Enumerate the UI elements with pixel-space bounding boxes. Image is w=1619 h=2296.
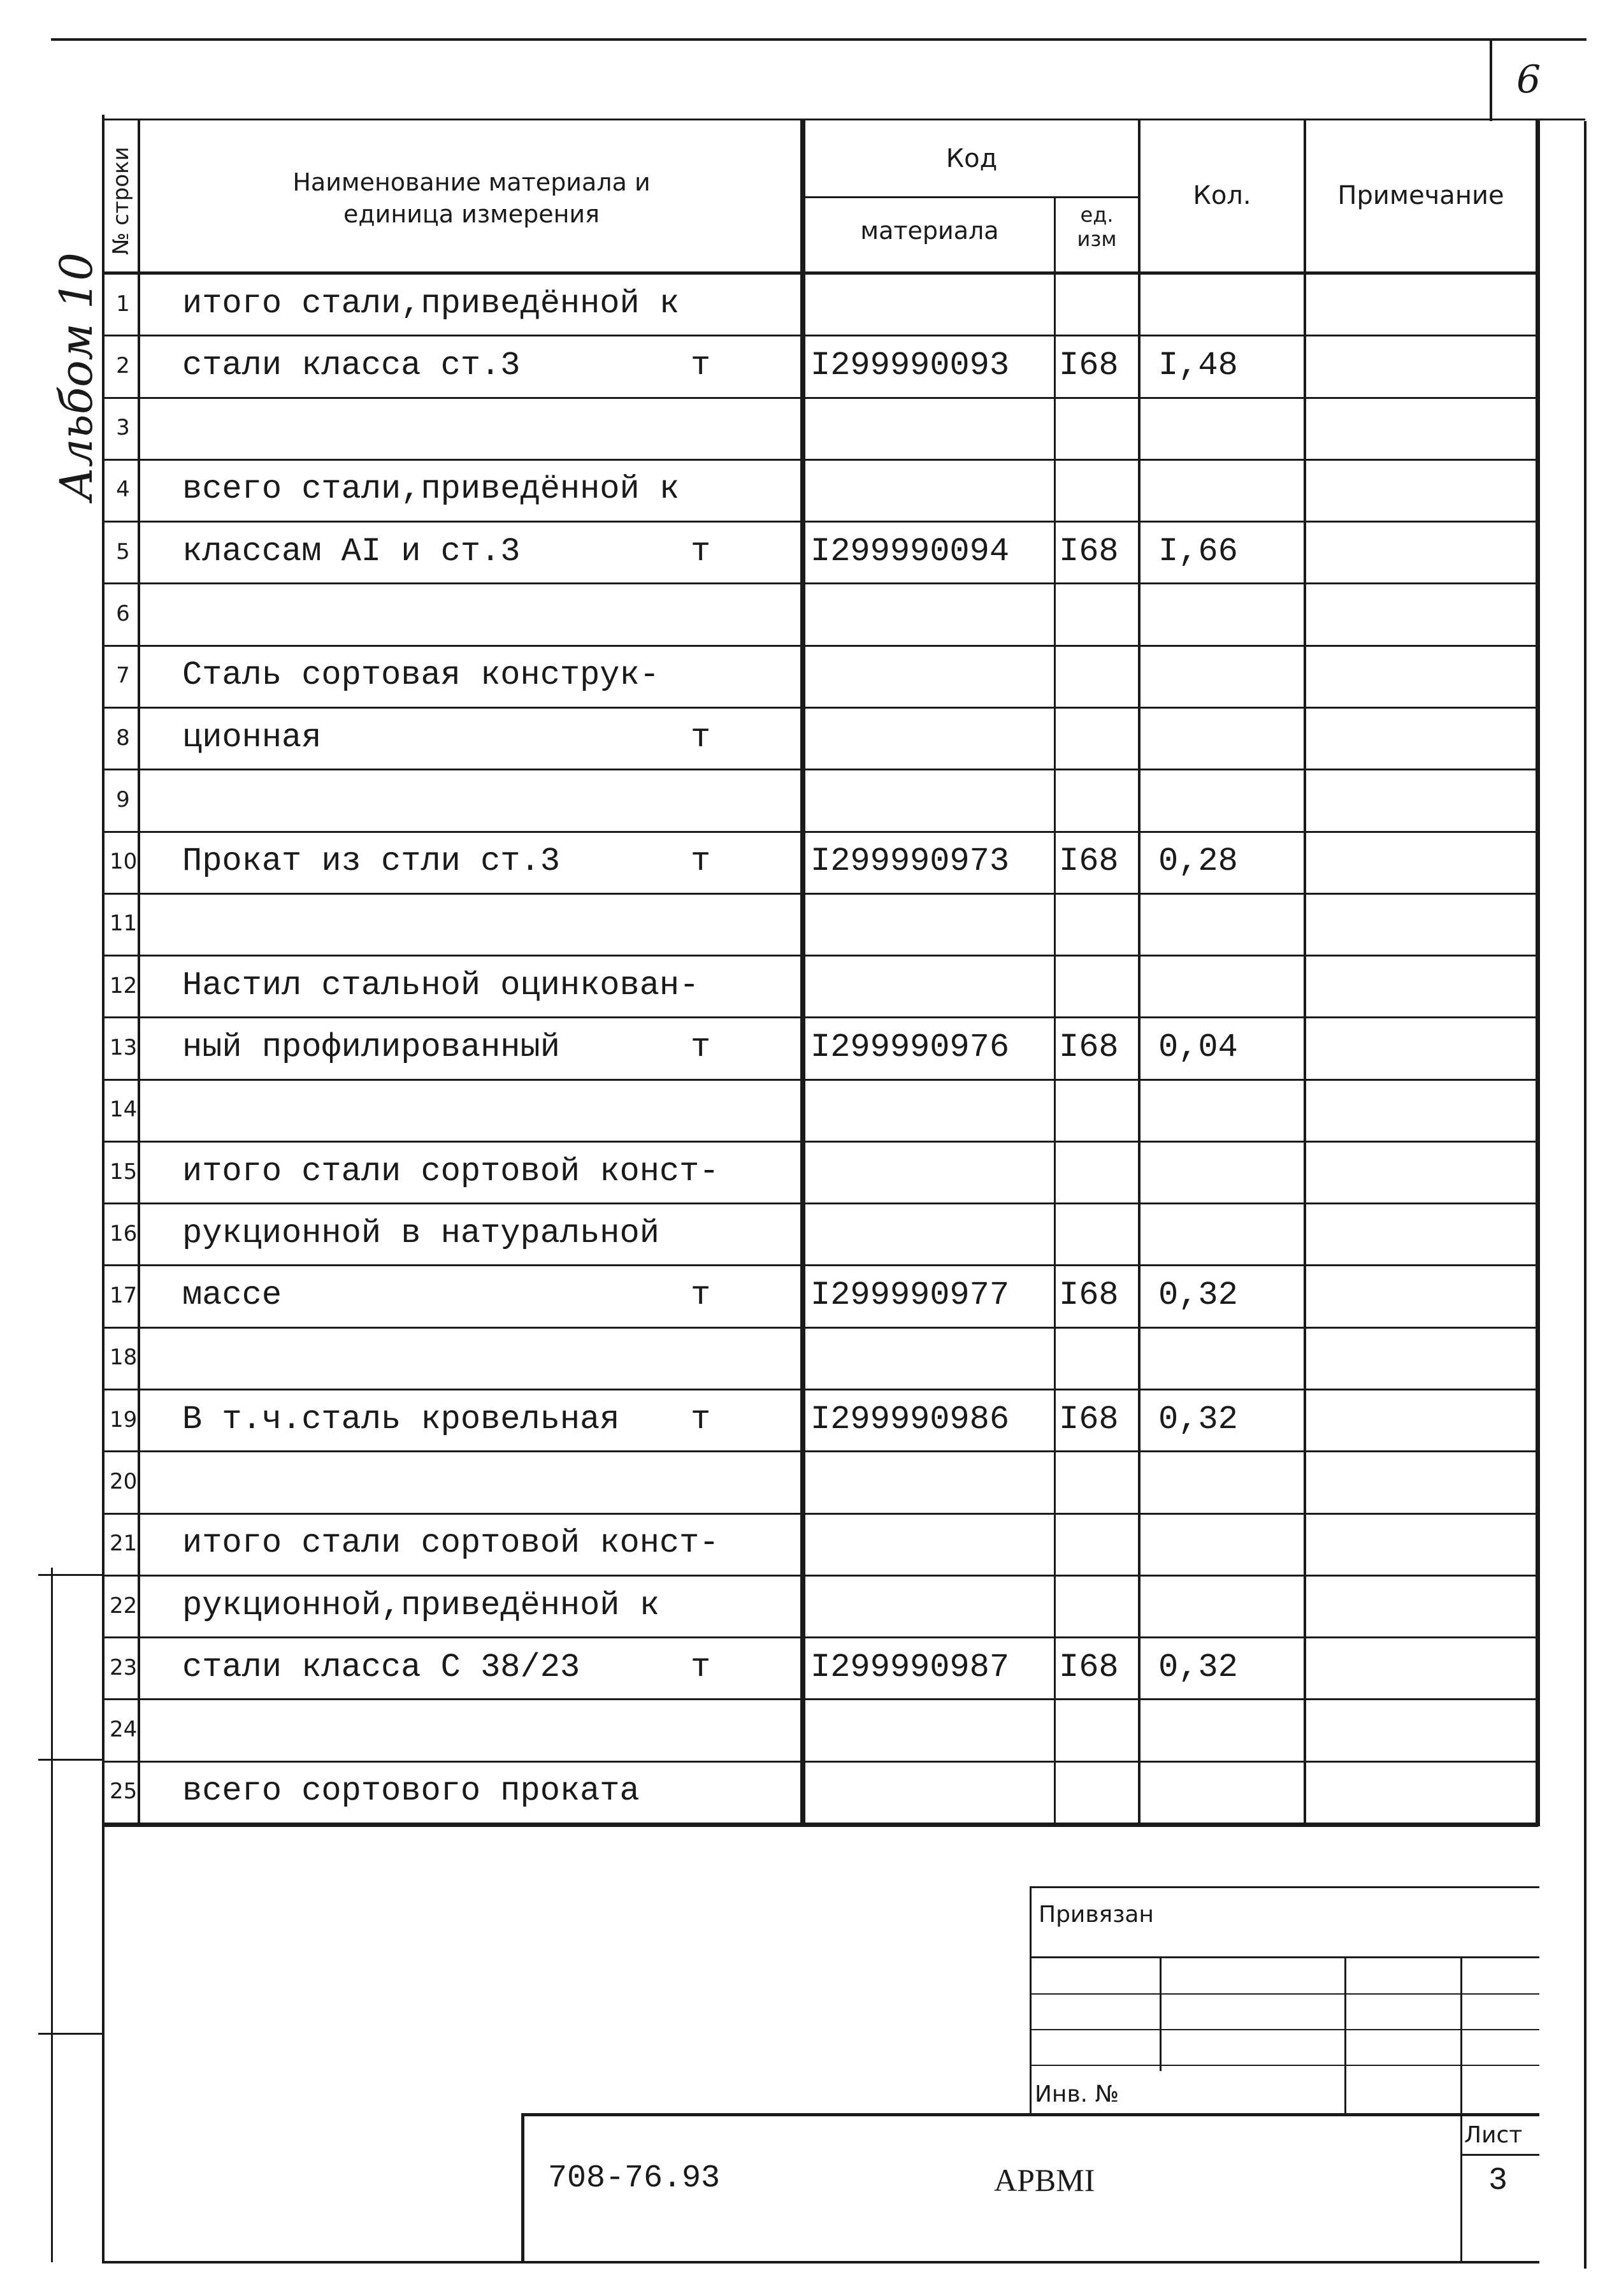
row-number: 7: [116, 663, 130, 689]
unit-code: I68: [1059, 346, 1119, 384]
row-number: 11: [110, 911, 138, 937]
unit: т: [691, 1029, 711, 1066]
row-number: 12: [110, 972, 138, 999]
stamp-v1: [1160, 1956, 1162, 2071]
col-material-right: [1054, 196, 1056, 1826]
row-divider: [104, 769, 1538, 770]
material-name: В т.ч.сталь кровельная: [182, 1400, 620, 1438]
row-divider: [104, 955, 1538, 957]
row-number: 4: [116, 477, 130, 503]
col-note-right: [1536, 119, 1540, 1826]
stamp-doc-code: 708-76.93: [548, 2160, 721, 2197]
row-number: 8: [116, 725, 130, 751]
row-number: 22: [110, 1592, 138, 1619]
table-bottom: [104, 1823, 1538, 1827]
header-unit-line1: ед.: [1080, 203, 1114, 227]
unit: т: [691, 532, 711, 570]
material-code: I299990094: [810, 532, 1010, 570]
row-divider: [104, 1636, 1538, 1638]
row-number: 10: [110, 849, 138, 875]
col-rownum-right: [138, 119, 140, 1826]
col-name-right: [800, 119, 805, 1826]
unit: т: [691, 1276, 711, 1315]
quantity: 0,04: [1158, 1029, 1238, 1066]
quantity: 0,32: [1158, 1276, 1238, 1315]
code-split: [803, 196, 1139, 198]
row-divider: [104, 521, 1538, 523]
unit: т: [691, 842, 711, 881]
quantity: I,48: [1158, 346, 1238, 384]
row-number: 6: [116, 601, 130, 627]
row-divider: [104, 707, 1538, 709]
stamp-sheet-no: 3: [1488, 2163, 1508, 2199]
stamp-top: [1030, 1886, 1539, 1888]
stamp-v3: [1460, 1956, 1462, 2262]
material-code: I299990977: [810, 1276, 1010, 1315]
row-number: 3: [116, 415, 130, 441]
material-name: рукционной,приведённой к: [182, 1586, 659, 1624]
stamp-h3: [1030, 2029, 1539, 2030]
bottom-frame: [102, 2261, 1539, 2264]
row-number: 23: [110, 1654, 138, 1680]
row-number: 17: [110, 1283, 138, 1309]
row-divider: [104, 1450, 1538, 1452]
row-divider: [104, 582, 1538, 584]
unit: т: [691, 1400, 711, 1438]
unit-code: I68: [1059, 532, 1119, 570]
row-divider: [104, 1327, 1538, 1329]
unit: т: [691, 718, 711, 756]
title-left: [521, 2113, 524, 2262]
header-code: Код: [946, 144, 998, 173]
row-number: 1: [116, 291, 130, 317]
quantity: I,66: [1158, 532, 1238, 570]
row-divider: [104, 1761, 1538, 1763]
row-divider: [104, 1141, 1538, 1143]
row-number: 25: [110, 1779, 138, 1805]
material-name: Прокат из стли ст.3: [182, 842, 560, 881]
unit-code: I68: [1059, 1029, 1119, 1066]
material-name: рукционной в натуральной: [182, 1214, 659, 1252]
material-name: итого стали сортовой конст-: [182, 1524, 719, 1563]
row-number: 18: [110, 1345, 138, 1371]
material-name: Настил стальной оцинкован-: [182, 966, 700, 1004]
quantity: 0,32: [1158, 1648, 1238, 1686]
margin-line: [51, 1568, 53, 2262]
row-number: 13: [110, 1035, 138, 1060]
row-number: 21: [110, 1531, 138, 1557]
row-divider: [104, 893, 1538, 895]
row-divider: [104, 1016, 1538, 1018]
stamp-h1: [1030, 1956, 1539, 1958]
row-divider: [104, 1264, 1538, 1266]
material-code: I299990987: [810, 1648, 1010, 1686]
row-number: 14: [110, 1097, 138, 1123]
col-unit-right: [1138, 119, 1140, 1826]
material-name: итого стали,приведённой к: [182, 284, 680, 322]
unit: т: [691, 346, 711, 384]
material-code: I299990976: [810, 1029, 1010, 1066]
row-divider: [104, 1575, 1538, 1577]
title-top: [521, 2113, 1539, 2116]
row-number: 15: [110, 1159, 138, 1185]
material-name: всего стали,приведённой к: [182, 470, 680, 509]
row-number: 16: [110, 1220, 138, 1246]
right-frame: [1584, 121, 1587, 2269]
material-name: ный профилированный: [182, 1029, 560, 1066]
row-divider: [104, 459, 1538, 461]
row-number: 5: [116, 538, 130, 565]
material-name: итого стали сортовой конст-: [182, 1152, 719, 1190]
stamp-bound-label: Привязан: [1039, 1902, 1154, 1928]
unit: т: [691, 1648, 711, 1686]
row-divider: [104, 1513, 1538, 1515]
stamp-sheet-label: Лист: [1464, 2122, 1523, 2148]
header-name-line2: единица измерения: [343, 200, 600, 228]
unit-code: I68: [1059, 1400, 1119, 1438]
col-qty-right: [1304, 119, 1306, 1826]
material-name: классам AI и ст.3: [182, 532, 521, 570]
stamp-left: [1030, 1886, 1032, 2114]
material-code: I299990986: [810, 1400, 1010, 1438]
header-note: Примечание: [1337, 181, 1504, 210]
row-number: 20: [110, 1468, 138, 1494]
sheet-split: [1460, 2154, 1539, 2156]
material-name: массе: [182, 1276, 282, 1315]
row-number: 9: [116, 786, 130, 812]
row-divider: [104, 831, 1538, 833]
header-top: [104, 119, 1538, 120]
row-divider: [104, 1389, 1538, 1390]
stamp-album: АРВМI: [994, 2162, 1095, 2198]
header-name-line1: Наименование материала и: [292, 168, 651, 196]
sheet-corner-number: 6: [1516, 57, 1541, 102]
header-unit-line2: изм: [1077, 227, 1117, 251]
stamp-h2: [1030, 1993, 1539, 1995]
material-name: стали класса С 38/23: [182, 1648, 580, 1686]
header-bottom: [104, 271, 1538, 275]
row-divider: [104, 397, 1538, 399]
material-name: ционная: [182, 718, 322, 756]
unit-code: I68: [1059, 1276, 1119, 1315]
margin-handwriting: Альбом 10: [50, 252, 103, 501]
material-name: стали класса ст.3: [182, 346, 521, 384]
stamp-inv-label: Инв. №: [1035, 2081, 1119, 2107]
material-name: всего сортового проката: [182, 1772, 640, 1810]
quantity: 0,32: [1158, 1400, 1238, 1438]
material-name: Сталь сортовая конструк-: [182, 656, 659, 695]
row-number: 19: [110, 1406, 138, 1433]
unit-code: I68: [1059, 842, 1119, 881]
row-divider: [104, 335, 1538, 336]
material-code: I299990973: [810, 842, 1010, 881]
margin-tick: [38, 1574, 104, 1576]
quantity: 0,28: [1158, 842, 1238, 881]
row-number: 24: [110, 1717, 138, 1743]
margin-tick: [38, 1759, 104, 1761]
row-divider: [104, 1202, 1538, 1204]
header-material: материала: [860, 217, 999, 245]
margin-tick: [38, 2033, 104, 2035]
row-divider: [104, 1698, 1538, 1700]
unit-code: I68: [1059, 1648, 1119, 1686]
row-divider: [104, 645, 1538, 647]
corner-box-left: [1490, 40, 1492, 121]
header-qty: Кол.: [1193, 181, 1251, 210]
stamp-h4: [1030, 2065, 1539, 2066]
stamp-v2: [1344, 1956, 1346, 2116]
header-row-no: № строки: [108, 147, 134, 255]
material-code: I299990093: [810, 346, 1010, 384]
row-divider: [104, 1079, 1538, 1081]
row-number: 2: [116, 352, 130, 379]
top-rule: [51, 38, 1587, 41]
